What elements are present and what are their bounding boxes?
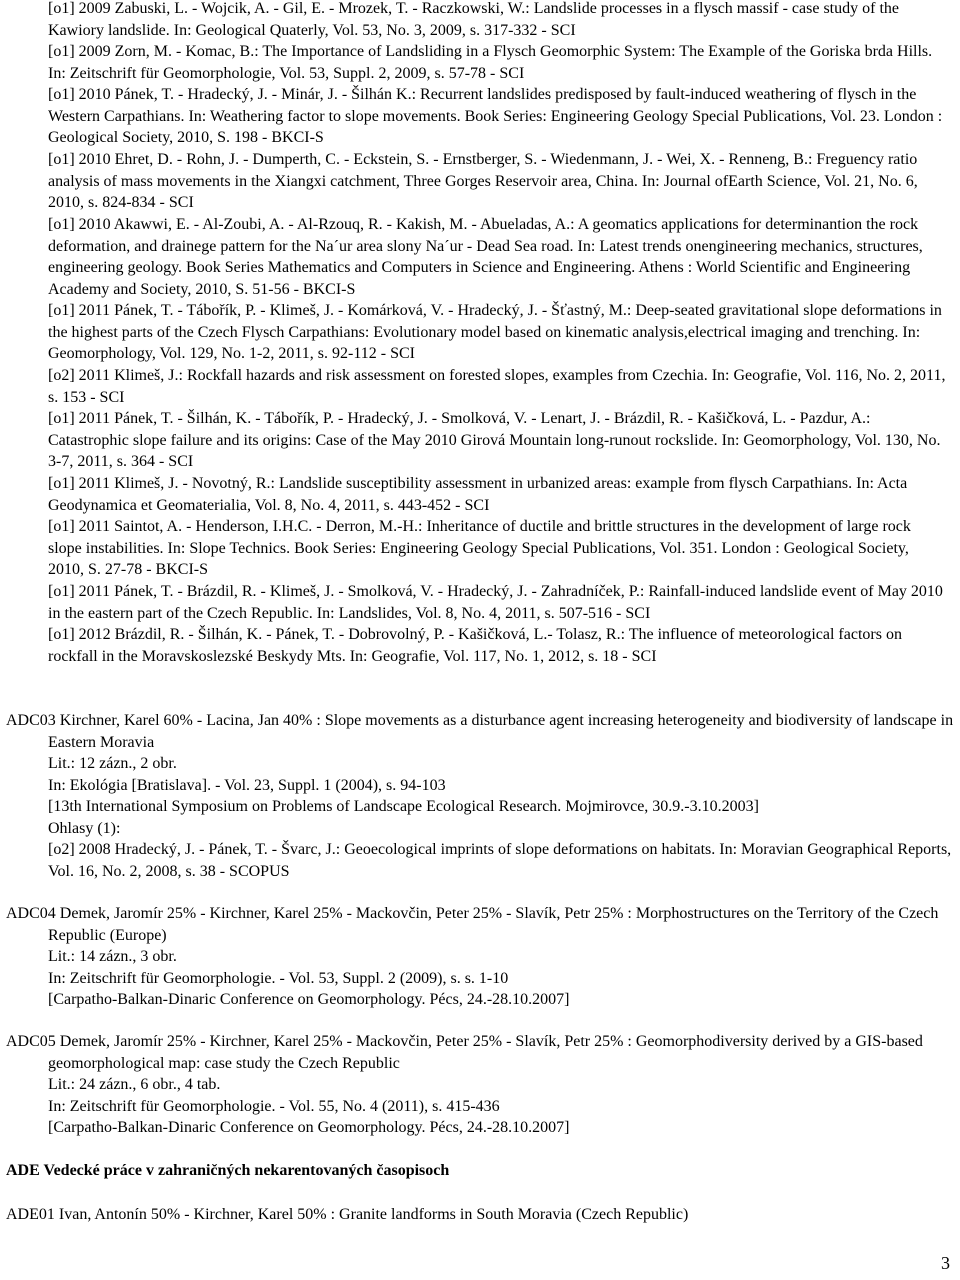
record-entry: ADE01 Ivan, Antonín 50% - Kirchner, Karel 50% : Granite landforms in South Moravia (Czech Republic) (6, 1206, 689, 1223)
record-lit: Lit.: 14 zázn., 3 obr. (48, 948, 177, 965)
record-ohlasy-label: Ohlasy (1): (48, 819, 121, 837)
citation-item: [o1] 2011 Klimeš, J. - Novotný, R.: Landslide susceptibility assessment in urbanized areas: example from flysch Carpathians. In: Acta Geodynamica et Geomaterialia, Vol. 8, No. 4, 2011, s. 443-452 - SCI (48, 475, 908, 514)
record-source: In: Ekológia [Bratislava]. - Vol. 23, Suppl. 1 (2004), s. 94-103 (48, 776, 446, 794)
citation-item: [o1] 2010 Pánek, T. - Hradecký, J. - Minár, J. - Šilhán K.: Recurrent landslides predisposed by fault-induced weathering of flysch in the Western Carpathians. In: Weathering factor to slope movements. Book Series: Engineering Geology Special Publications, Vol. 23. London : Geological Society, 2010, S. 198 - BKCI-S (48, 86, 943, 146)
record-conference: [Carpatho-Balkan-Dinaric Conference on Geomorphology. Pécs, 24.-28.10.2007] (48, 1119, 570, 1136)
record-conference: [13th International Symposium on Problems of Landscape Ecological Research. Mojmirovce, 30.9.-3.10.2003] (48, 798, 759, 815)
record-adc05 (6, 1031, 954, 1139)
citation-item: [o2] 2011 Klimeš, J.: Rockfall hazards and risk assessment on forested slopes, examples from Czechia. In: Geografie, Vol. 116, No. 2, 2011, s. 153 - SCI (48, 367, 946, 406)
record-entry: ADC04 Demek, Jaromír 25% - Kirchner, Karel 25% - Mackovčin, Peter 25% - Slavík, Petr 25% : Morphostructures on the Territory of the Czech Republic (Europe) (6, 905, 939, 944)
record-ade01 (6, 1204, 954, 1226)
citation-item: [o1] 2011 Pánek, T. - Tábořík, P. - Klimeš, J. - Komárková, V. - Hradecký, J. - Šťastný, M.: Deep-seated gravitational slope deformations in the highest parts of the Czech Flysch Carpathians: Evolutionary model based on kinematic analysis,electrical imaging and trenching. In: Geomorphology, Vol. 129, No. 1-2, 2011, s. 92-112 - SCI (48, 302, 942, 362)
citation-item: [o1] 2009 Zabuski, L. - Wojcik, A. - Gil, E. - Mrozek, T. - Raczkowski, W.: Landslide processes in a flysch massif - case study of the Kawiory landslide. In: Geological Quaterly, Vol. 53, No. 3, 2009, s. 317-332 - SCI (48, 0, 899, 39)
record-conference: [Carpatho-Balkan-Dinaric Conference on Geomorphology. Pécs, 24.-28.10.2007] (48, 991, 570, 1008)
citation-item: [o1] 2010 Ehret, D. - Rohn, J. - Dumperth, C. - Eckstein, S. - Ernstberger, S. - Wiedenmann, J. - Wei, X. - Renneng, B.: Freguency ratio analysis of mass movements in the Xiangxi catchment, Three Gorges Reservoir area, China. In: Journal ofEarth Science, Vol. 21, No. 6, 2010, s. 824-834 - SCI (48, 151, 918, 211)
section-heading: ADE Vedecké práce v zahraničných nekarentovaných časopisoch (6, 1162, 450, 1179)
record-lit: Lit.: 12 zázn., 2 obr. (48, 755, 177, 772)
citation-item: [o1] 2011 Pánek, T. - Brázdil, R. - Klimeš, J. - Smolková, V. - Hradecký, J. - Zahradníček, P.: Rainfall-induced landslide event of May 2010 in the eastern part of the Czech Republic. In: Landslides, Vol. 8, No. 4, 2011, s. 507-516 - SCI (48, 583, 943, 622)
record-adc03 (6, 710, 954, 882)
record-lit: Lit.: 24 zázn., 6 obr., 4 tab. (48, 1076, 221, 1093)
citation-item: [o1] 2011 Saintot, A. - Henderson, I.H.C. - Derron, M.-H.: Inheritance of ductile and brittle structures in the development of large rock slope instabilities. In: Slope Technics. Book Series: Engineering Geology Special Publications, Vol. 351. London : Geological Society, 2010, S. 27-78 - BKCI-S (48, 518, 911, 578)
record-source: In: Zeitschrift für Geomorphologie. - Vol. 53, Suppl. 2 (2009), s. s. 1-10 (48, 969, 509, 987)
record-entry: ADC03 Kirchner, Karel 60% - Lacina, Jan 40% : Slope movements as a disturbance agent increasing heterogeneity and biodiversity of landscape in Eastern Moravia (6, 712, 954, 751)
record-adc04 (6, 903, 954, 1011)
record-source: In: Zeitschrift für Geomorphologie. - Vol. 55, No. 4 (2011), s. 415-436 (48, 1097, 500, 1115)
record-entry: ADC05 Demek, Jaromír 25% - Kirchner, Karel 25% - Mackovčin, Peter 25% - Slavík, Petr 25% : Geomorphodiversity derived by a GIS-based geomorphological map: case study the Czech Republic (6, 1033, 923, 1072)
citation-item: [o1] 2011 Pánek, T. - Šilhán, K. - Tábořík, P. - Hradecký, J. - Smolková, V. - Lenart, J. - Brázdil, R. - Kašičková, L. - Pazdur, A.: Catastrophic slope failure and its origins: Case of the May 2010 Girová Mountain long-runout rockslide. In: Geomorphology, Vol. 130, No. 3-7, 2011, s. 364 - SCI (48, 410, 941, 470)
citation-item: [o1] 2010 Akawwi, E. - Al-Zoubi, A. - Al-Rzouq, R. - Kakish, M. - Abueladas, A.: A geomatics applications for determinantion the rock deformation, and drainege pattern for the Na´ur area slony Na´ur - Dead Sea road. In: Latest trends onengineering mechanics, structures, engineering geology. Book Series Mathematics and Computers in Science and Engineering. Athens : World Scientific and Engineering Academy and Society, 2010, S. 51-56 - BKCI-S (48, 216, 923, 298)
citation-item: [o1] 2012 Brázdil, R. - Šilhán, K. - Pánek, T. - Dobrovolný, P. - Kašičková, L.- Tolasz, R.: The influence of meteorological factors on rockfall in the Moravskoslezské Beskydy Mts. In: Geografie, Vol. 117, No. 1, 2012, s. 18 - SCI (48, 626, 902, 665)
record-ohlas: [o2] 2008 Hradecký, J. - Pánek, T. - Švarc, J.: Geoecological imprints of slope deformations on habitats. In: Moravian Geographical Reports, Vol. 16, No. 2, 2008, s. 38 - SCOPUS (48, 841, 952, 880)
citation-item: [o1] 2009 Zorn, M. - Komac, B.: The Importance of Landsliding in a Flysch Geomorphic System: The Example of the Goriska brda Hills. In: Zeitschrift für Geomorphologie, Vol. 53, Suppl. 2, 2009, s. 57-78 - SCI (48, 43, 933, 82)
page-number: 3 (941, 1253, 950, 1273)
